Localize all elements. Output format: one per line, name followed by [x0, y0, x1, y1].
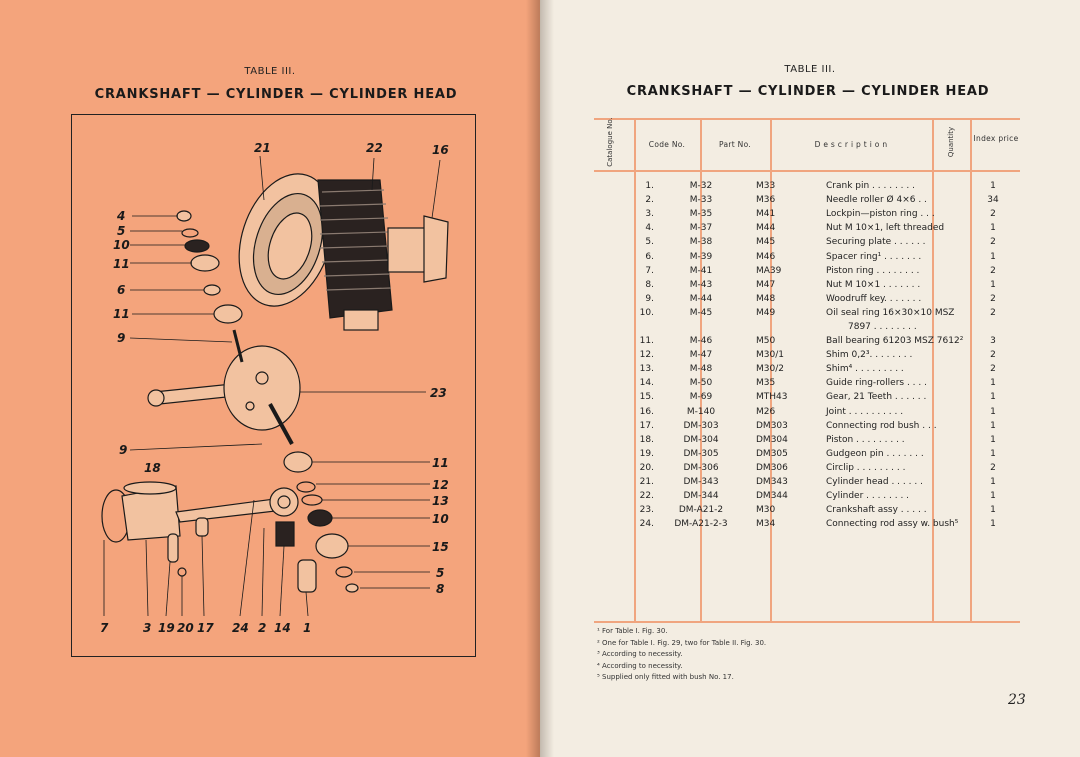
code-cell: DM-305 — [683, 448, 719, 459]
quantity-cell: 1 — [990, 392, 996, 403]
catalogue-cell: 11. — [639, 336, 654, 346]
callout-1: 1 — [303, 621, 312, 635]
callout-4: 4 — [117, 209, 126, 223]
description-cell: Joint . . . . . . . . . . — [826, 406, 904, 417]
description-cell: Piston . . . . . . . . . — [826, 434, 905, 445]
quantity-cell: 1 — [990, 434, 996, 445]
catalogue-cell: 10. — [639, 307, 654, 318]
part-cell: M41 — [756, 209, 776, 220]
table-row — [594, 435, 1020, 449]
catalogue-cell: 7. — [645, 265, 654, 276]
right-page — [540, 0, 1080, 757]
description-cell: Securing plate . . . . . . — [826, 237, 926, 248]
callout-14: 14 — [274, 621, 291, 635]
footnote: ² One for Table I. Fig. 29, two for Table II. Fig. 30. — [597, 638, 767, 647]
code-cell: DM-A21-2 — [678, 505, 724, 516]
table-row — [594, 223, 1020, 237]
quantity-cell: 1 — [990, 505, 996, 516]
quantity-cell: 1 — [990, 519, 996, 530]
catalogue-cell: 3. — [645, 209, 654, 220]
description-cell: Circlip . . . . . . . . . — [826, 462, 906, 473]
right-table-label: TABLE III. — [784, 64, 836, 75]
header-catalogue: Catalogue No. — [606, 117, 614, 167]
description-cell: Cylinder . . . . . . . . — [826, 491, 910, 502]
quantity-cell: 1 — [990, 223, 996, 234]
callout-19: 19 — [158, 621, 175, 635]
code-cell: DM-343 — [683, 477, 719, 487]
callout-5: 5 — [117, 224, 126, 238]
header-code: Code No. — [648, 140, 686, 149]
callout-11-b: 11 — [113, 307, 130, 321]
callout-6: 6 — [117, 283, 126, 297]
catalogue-cell: 19. — [639, 448, 654, 459]
table-row — [594, 209, 1020, 223]
callout-17: 17 — [197, 621, 214, 635]
quantity-cell: 1 — [990, 181, 996, 191]
header-part: Part No. — [718, 140, 752, 149]
table-row — [594, 181, 1020, 195]
code-cell: M-43 — [689, 279, 713, 290]
code-cell: M-32 — [689, 181, 713, 191]
code-cell: M-47 — [689, 350, 713, 361]
catalogue-cell: 23. — [639, 505, 654, 516]
description-cell: Needle roller Ø 4×6 . . — [826, 195, 927, 206]
callout-10-b: 10 — [432, 512, 449, 526]
callout-23: 23 — [430, 386, 447, 400]
quantity-cell: 1 — [990, 448, 996, 459]
table-row — [594, 421, 1020, 435]
catalogue-cell: 17. — [639, 420, 654, 431]
code-cell: M-48 — [689, 364, 713, 375]
quantity-cell: 2 — [990, 237, 996, 248]
table-row — [594, 407, 1020, 421]
part-cell: M33 — [756, 181, 776, 191]
quantity-cell: 3 — [990, 336, 996, 346]
callout-2: 2 — [258, 621, 267, 635]
catalogue-cell: 1. — [645, 181, 654, 191]
catalogue-cell: 20. — [639, 462, 654, 473]
callout-9: 9 — [117, 331, 126, 345]
part-cell: DM305 — [756, 448, 788, 459]
code-cell: M-38 — [689, 237, 713, 248]
table-row — [594, 519, 1020, 533]
page-number: 23 — [1008, 692, 1026, 708]
callout-12: 12 — [432, 478, 449, 492]
catalogue-cell: 14. — [639, 378, 654, 389]
callout-7: 7 — [100, 621, 109, 635]
table-row — [594, 491, 1020, 505]
quantity-cell: 1 — [990, 378, 996, 389]
table-row — [594, 280, 1020, 294]
callout-11-c: 11 — [432, 456, 449, 470]
parts-table — [594, 118, 1020, 624]
quantity-cell: 2 — [990, 209, 996, 220]
footnote: ⁴ According to necessity. — [597, 661, 683, 670]
description-cell: Connecting rod bush . . . — [826, 420, 937, 431]
callout-11: 11 — [113, 257, 130, 271]
part-cell: M49 — [756, 307, 776, 318]
code-cell: DM-344 — [683, 491, 719, 502]
code-cell: M-44 — [689, 293, 713, 304]
callout-24: 24 — [232, 621, 249, 635]
description-cell: Oil seal ring 16×30×10 MSZ — [826, 307, 955, 318]
header-index-price: Index price — [973, 134, 1019, 143]
table-row — [594, 505, 1020, 519]
callout-10: 10 — [113, 238, 130, 252]
description-cell-continuation: 7897 . . . . . . . . — [848, 321, 917, 332]
description-cell: Crank pin . . . . . . . . — [826, 181, 915, 191]
footnote: ⁵ Supplied only fitted with bush No. 17. — [597, 673, 734, 681]
table-row — [594, 364, 1020, 378]
part-cell: DM304 — [756, 434, 788, 445]
part-cell: DM303 — [756, 420, 788, 431]
code-cell: M-45 — [689, 307, 713, 318]
part-cell: M35 — [756, 378, 776, 389]
table-row — [594, 294, 1020, 308]
catalogue-cell: 8. — [645, 279, 654, 290]
part-cell: DM344 — [756, 491, 788, 502]
part-cell: MTH43 — [756, 392, 788, 403]
footnote: ¹ For Table I. Fig. 30. — [597, 627, 668, 635]
quantity-cell: 2 — [990, 462, 996, 473]
table-row — [594, 477, 1020, 491]
part-cell: M45 — [756, 237, 776, 248]
quantity-cell: 2 — [990, 307, 996, 318]
part-cell: DM343 — [756, 477, 788, 487]
description-cell: Gear, 21 Teeth . . . . . . — [826, 392, 927, 403]
part-cell: M44 — [756, 223, 776, 234]
header-quantity: Quantity — [947, 126, 955, 158]
table-bottom-rule — [594, 621, 1020, 623]
code-cell: M-37 — [689, 223, 713, 234]
callout-3: 3 — [143, 621, 152, 635]
table-row — [594, 336, 1020, 350]
table-row — [594, 308, 1020, 322]
code-cell: M-50 — [689, 378, 713, 389]
part-cell: M46 — [756, 251, 776, 262]
description-cell: Spacer ring¹ . . . . . . . — [826, 251, 922, 262]
part-cell: M26 — [756, 406, 776, 417]
table-top-rule — [594, 118, 1020, 120]
code-cell: M-46 — [689, 336, 713, 346]
code-cell: DM-303 — [683, 420, 719, 431]
cylinder-drawing — [318, 180, 448, 330]
quantity-cell: 2 — [990, 364, 996, 375]
quantity-cell: 1 — [990, 406, 996, 417]
catalogue-cell: 12. — [639, 350, 654, 361]
catalogue-cell: 21. — [639, 477, 654, 487]
part-cell: M30/1 — [756, 350, 784, 361]
bearings-drawing — [284, 452, 358, 592]
code-cell: M-140 — [686, 406, 716, 417]
catalogue-cell: 13. — [639, 364, 654, 375]
table-row — [594, 237, 1020, 251]
table-row — [594, 392, 1020, 406]
table-row — [594, 378, 1020, 392]
table-row — [594, 350, 1020, 364]
table-row-continuation — [594, 322, 1020, 336]
description-cell: Connecting rod assy w. bush⁵ — [826, 519, 959, 530]
code-cell: DM-304 — [683, 434, 719, 445]
table-row — [594, 195, 1020, 209]
callout-16: 16 — [432, 143, 449, 157]
catalogue-cell: 6. — [645, 251, 654, 262]
callout-22: 22 — [366, 141, 383, 155]
part-cell: DM306 — [756, 462, 788, 473]
quantity-cell: 1 — [990, 477, 996, 487]
quantity-cell: 2 — [990, 265, 996, 276]
right-page-title: CRANKSHAFT — CYLINDER — CYLINDER HEAD — [626, 84, 990, 99]
part-cell: M30/2 — [756, 364, 784, 375]
footnote: ³ According to necessity. — [597, 650, 683, 658]
catalogue-cell: 4. — [645, 223, 654, 234]
callout-8: 8 — [436, 582, 445, 596]
table-row — [594, 463, 1020, 477]
callout-18: 18 — [144, 461, 161, 475]
description-cell: Lockpin—piston ring . . . — [826, 209, 935, 220]
quantity-cell: 1 — [990, 251, 996, 262]
part-cell: MA39 — [756, 265, 782, 276]
callout-9-b: 9 — [119, 443, 128, 457]
quantity-cell: 1 — [990, 279, 996, 290]
catalogue-cell: 2. — [645, 195, 654, 206]
quantity-cell: 2 — [990, 350, 996, 361]
code-cell: M-33 — [689, 195, 713, 206]
table-row — [594, 449, 1020, 463]
code-cell: M-35 — [689, 209, 713, 220]
quantity-cell: 34 — [987, 195, 999, 206]
catalogue-cell: 9. — [645, 293, 654, 304]
description-cell: Guide ring-rollers . . . . — [826, 378, 927, 389]
piston-conrod-drawing — [102, 482, 316, 592]
description-cell: Ball bearing 61203 MSZ 7612² — [826, 336, 964, 346]
callout-15: 15 — [432, 540, 449, 554]
code-cell: M-41 — [689, 265, 713, 276]
description-cell: Nut M 10×1 . . . . . . . — [826, 279, 921, 290]
header-description: D e s c r i p t i o n — [814, 140, 888, 149]
quantity-cell: 1 — [990, 420, 996, 431]
description-cell: Crankshaft assy . . . . . — [826, 505, 927, 516]
part-cell: M34 — [756, 519, 776, 530]
small-parts-stack — [177, 211, 242, 323]
catalogue-cell: 5. — [645, 237, 654, 248]
catalogue-cell: 18. — [639, 434, 654, 445]
code-cell: M-69 — [689, 392, 713, 403]
quantity-cell: 1 — [990, 491, 996, 502]
table-header-rule — [594, 170, 1020, 172]
code-cell: DM-306 — [683, 462, 719, 473]
catalogue-cell: 16. — [639, 406, 654, 417]
crankshaft-drawing — [148, 330, 300, 444]
code-cell: M-39 — [689, 251, 713, 262]
callout-20: 20 — [177, 621, 194, 635]
callout-13: 13 — [432, 494, 449, 508]
description-cell: Shim 0,2³. . . . . . . . — [826, 350, 913, 361]
callout-21: 21 — [254, 141, 271, 155]
code-cell: DM-A21-2-3 — [674, 519, 728, 530]
description-cell: Shim⁴ . . . . . . . . . — [826, 364, 904, 375]
callout-5-b: 5 — [436, 566, 445, 580]
part-cell: M30 — [756, 505, 776, 516]
description-cell: Piston ring . . . . . . . . — [826, 265, 920, 276]
description-cell: Nut M 10×1, left threaded — [826, 223, 945, 234]
description-cell: Gudgeon pin . . . . . . . — [826, 448, 924, 459]
left-table-label: TABLE III. — [244, 66, 296, 77]
part-cell: M36 — [756, 195, 776, 206]
part-cell: M48 — [756, 293, 776, 304]
part-cell: M47 — [756, 279, 776, 290]
description-cell: Woodruff key. . . . . . . — [826, 293, 922, 304]
description-cell: Cylinder head . . . . . . — [826, 477, 923, 487]
quantity-cell: 2 — [990, 293, 996, 304]
part-cell: M50 — [756, 336, 776, 346]
left-page-title: CRANKSHAFT — CYLINDER — CYLINDER HEAD — [94, 87, 458, 102]
catalogue-cell: 15. — [639, 392, 654, 403]
catalogue-cell: 24. — [639, 519, 654, 530]
table-row — [594, 266, 1020, 280]
table-row — [594, 252, 1020, 266]
catalogue-cell: 22. — [639, 491, 654, 502]
